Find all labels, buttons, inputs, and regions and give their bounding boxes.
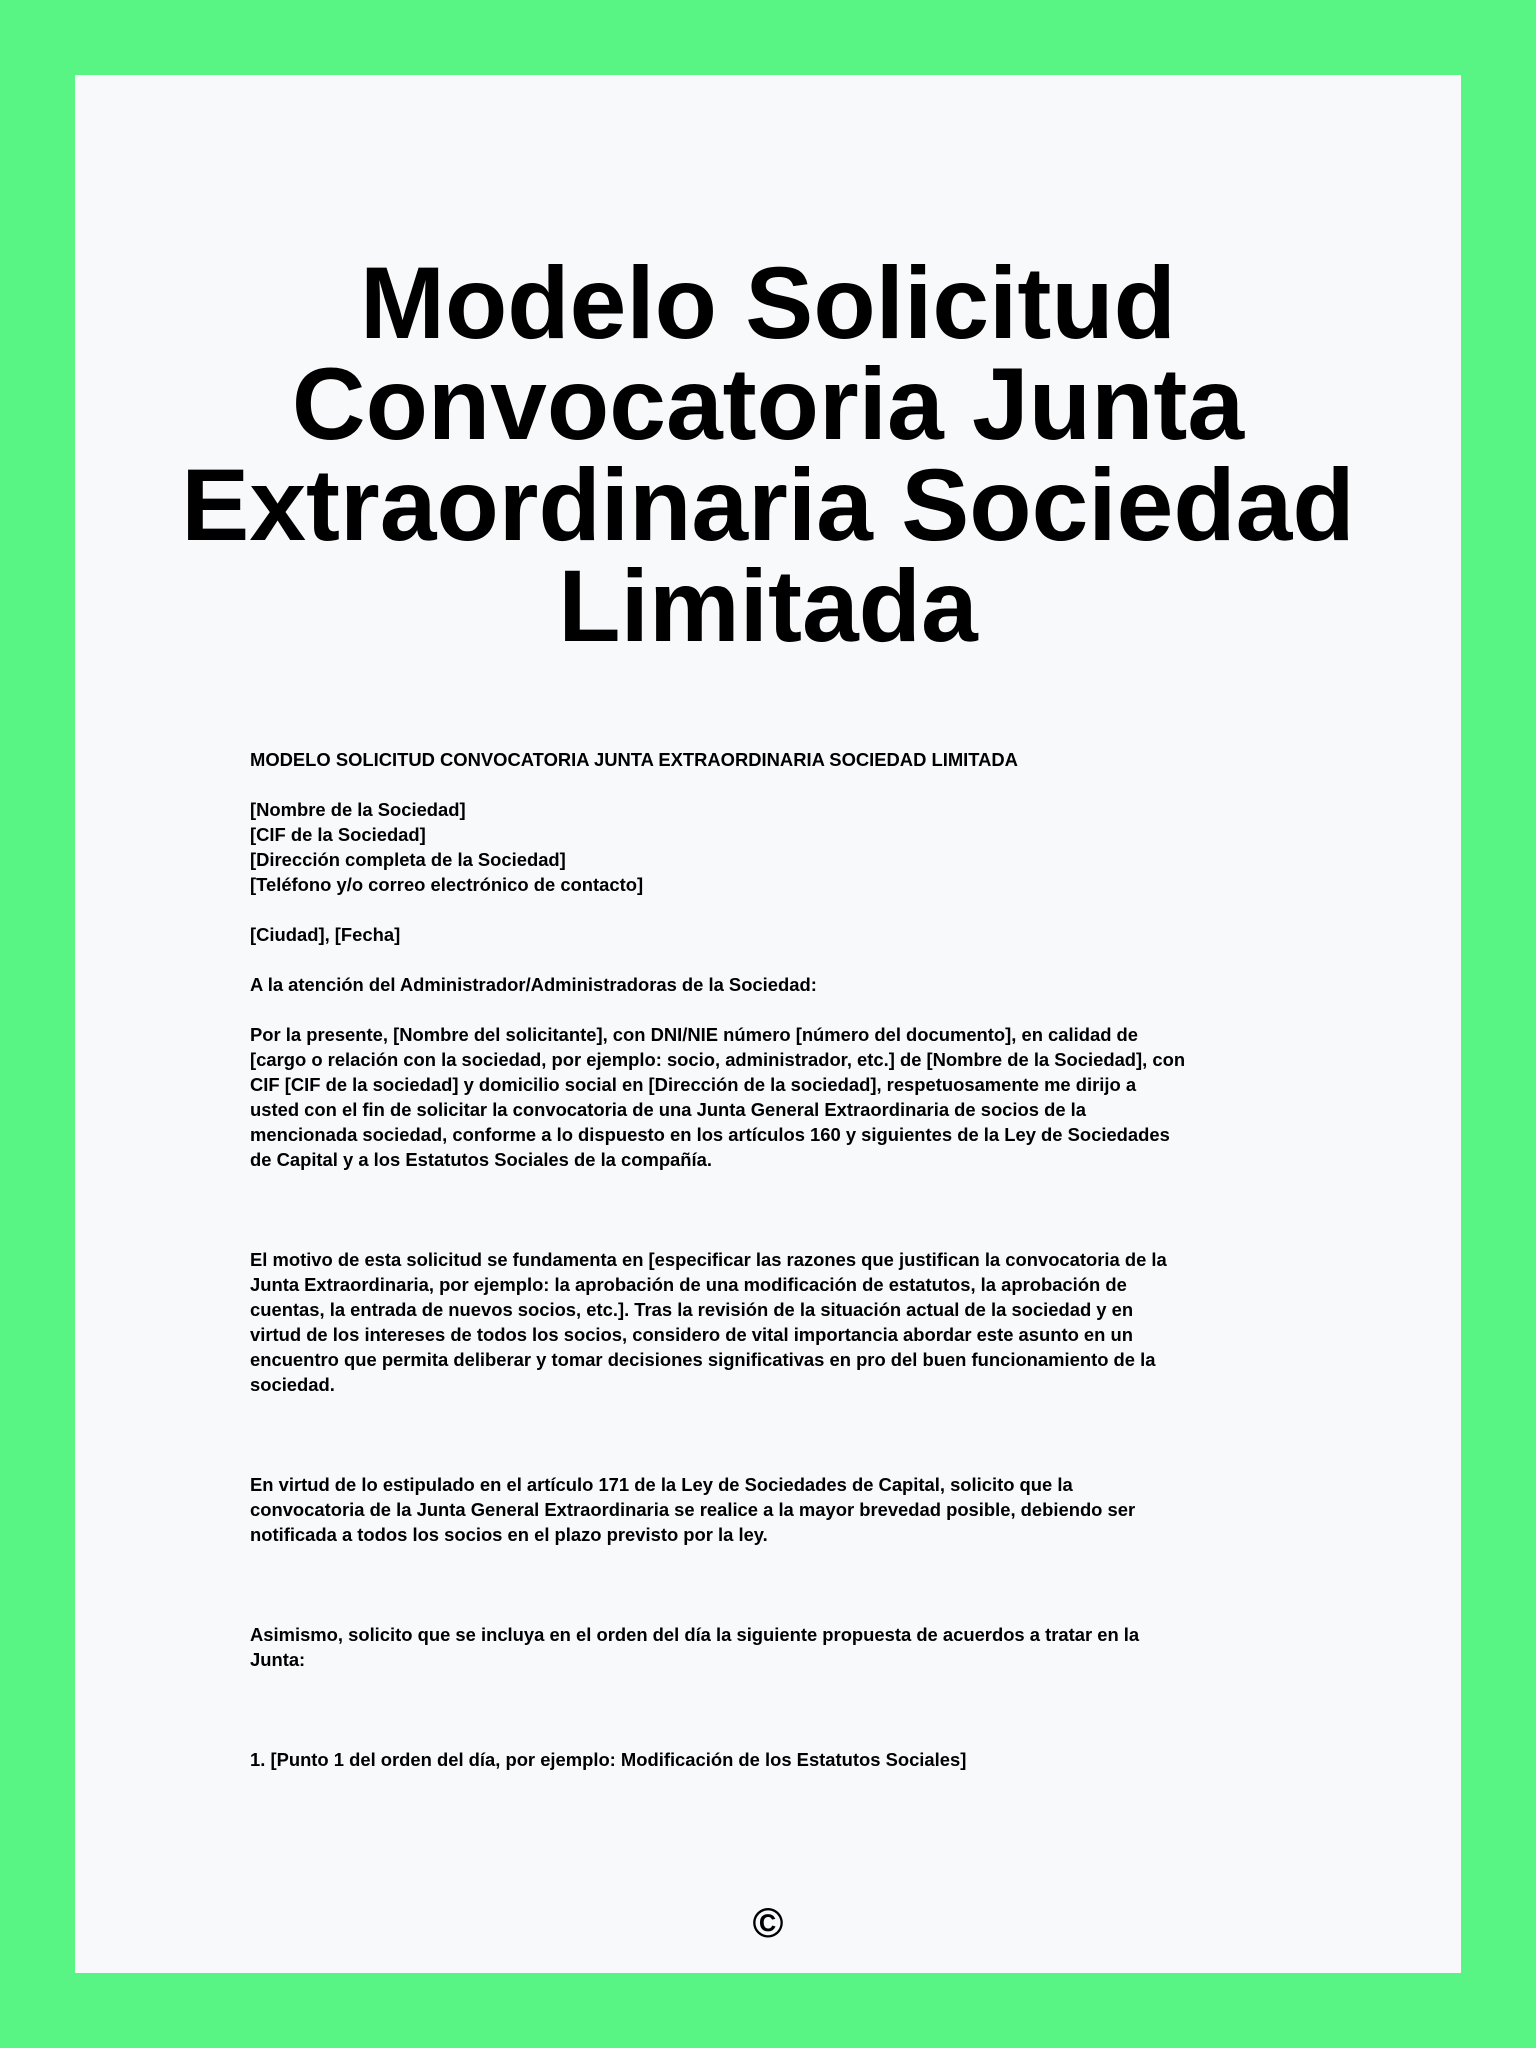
sender-block: [Nombre de la Sociedad] [CIF de la Sociedad] [Dirección completa de la Sociedad] [Teléfono y/o correo electrónico de contacto]: [250, 799, 644, 895]
place-date: [Ciudad], [Fecha]: [250, 924, 401, 945]
paragraph-request: Por la presente, [Nombre del solicitante], con DNI/NIE número [número del documento], en calidad de [cargo o relación con la sociedad, por ejemplo: socio, administrador, etc.] de [Nombre de la Sociedad], con CIF [CIF de la sociedad] y domicilio social en [Dirección de la sociedad], respetuosamente me dirijo a usted con el fin de solicitar la convocatoria de una Junta General Extraordinaria de socios de la mencionada sociedad, conforme a lo dispuesto en los artículos 160 y siguientes de la Ley de Sociedades de Capital y a los Estatutos Sociales de la compañía.: [250, 1024, 1186, 1170]
agenda-item: 1. [Punto 1 del orden del día, por ejemplo: Modificación de los Estatutos Sociales]: [250, 1749, 967, 1770]
document-body: [250, 747, 1310, 1772]
addressee: A la atención del Administrador/Administradoras de la Sociedad:: [250, 974, 817, 995]
paragraph-agenda-intro: Asimismo, solicito que se incluya en el orden del día la siguiente propuesta de acuerdos a tratar en la Junta:: [250, 1624, 1140, 1670]
paragraph-legal-basis: En virtud de lo estipulado en el artículo 171 de la Ley de Sociedades de Capital, solicito que la convocatoria de la Junta General Extraordinaria se realice a la mayor brevedad posible, debiendo ser notificada a todos los socios en el plazo previsto por la ley.: [250, 1474, 1136, 1545]
copyright-icon: ©: [752, 1899, 784, 1946]
document-heading: MODELO SOLICITUD CONVOCATORIA JUNTA EXTRAORDINARIA SOCIEDAD LIMITADA: [250, 749, 1018, 770]
paragraph-reason: El motivo de esta solicitud se fundamenta en [especificar las razones que justifican la convocatoria de la Junta Extraordinaria, por ejemplo: la aprobación de una modificación de estatutos, la aprobación de cuentas, la entrada de nuevos socios, etc.]. Tras la revisión de la situación actual de la sociedad y en virtud de los intereses de todos los socios, considero de vital importancia abordar este asunto en un encuentro que permita deliberar y tomar decisiones significativas en pro del buen funcionamiento de la sociedad.: [250, 1249, 1167, 1395]
document-title: Modelo Solicitud Convocatoria Junta Extraordinaria Sociedad Limitada: [181, 246, 1355, 663]
document-page: [75, 75, 1461, 1973]
